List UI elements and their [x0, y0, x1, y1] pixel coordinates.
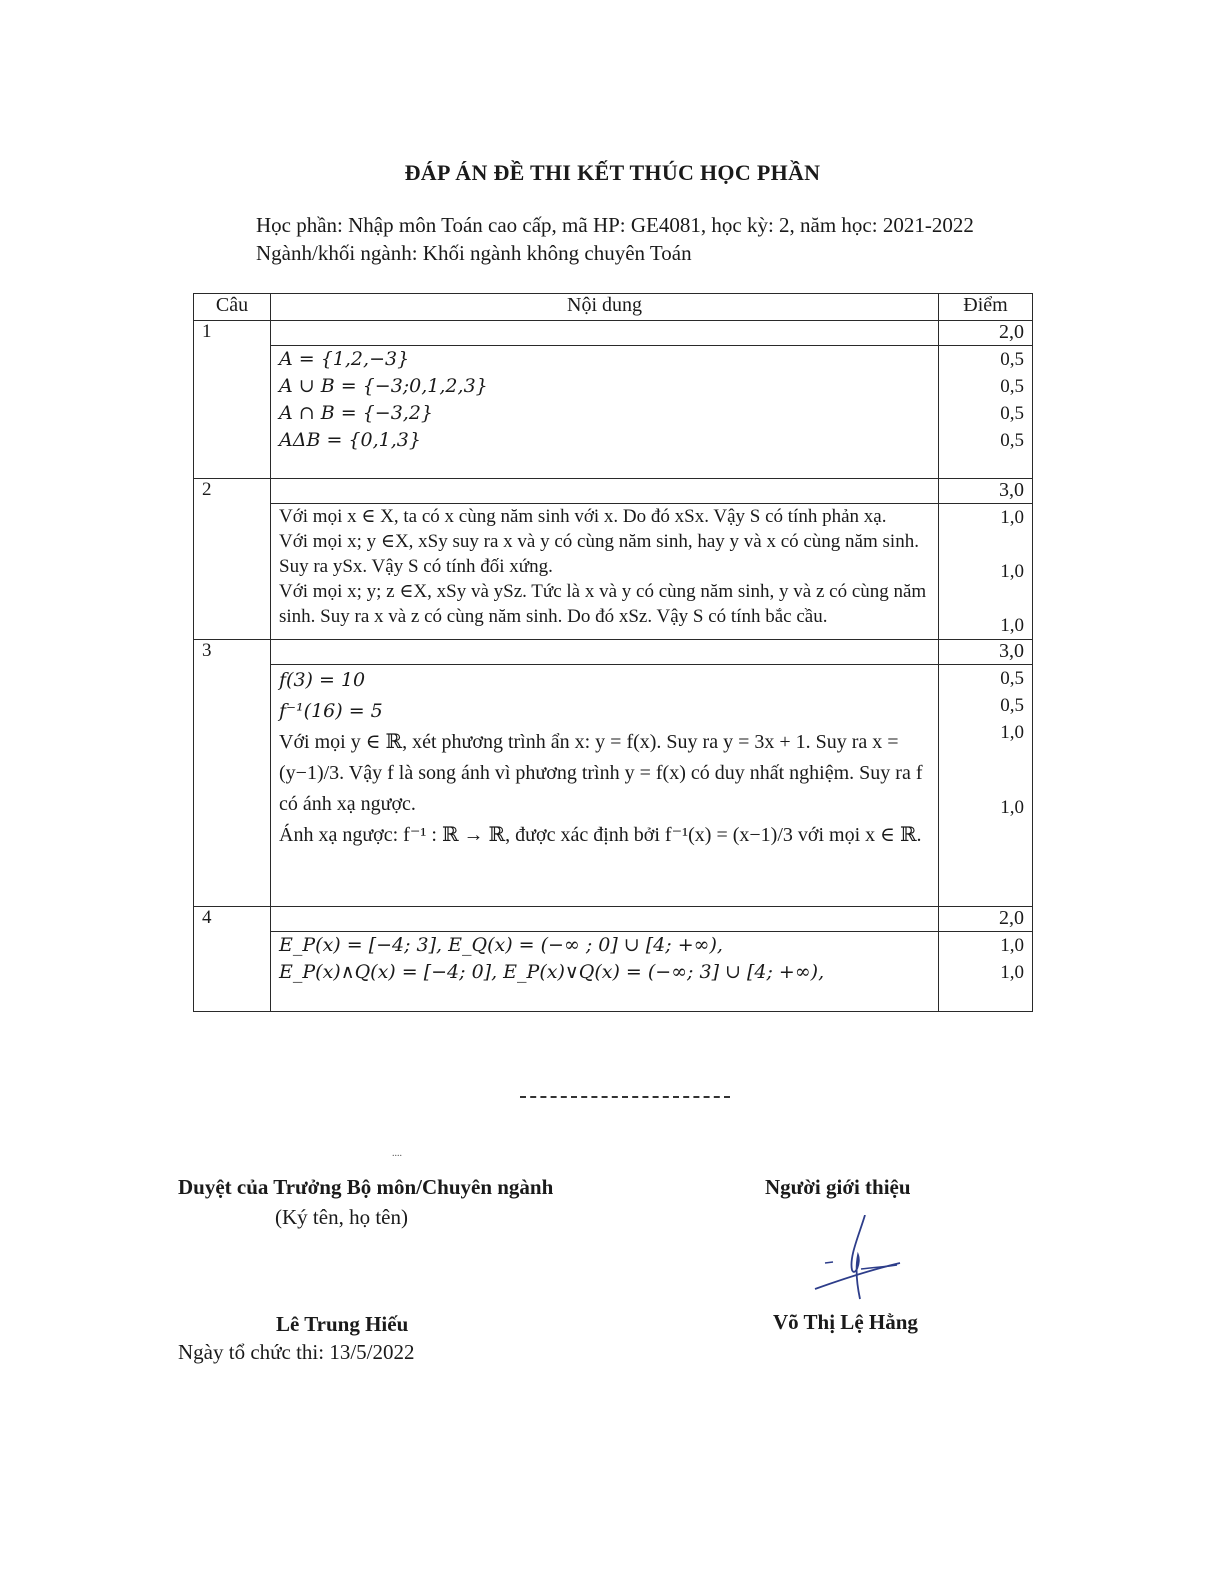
question-1-header-cell: [271, 321, 939, 346]
answer-line: AΔB = {0,1,3}: [279, 429, 421, 451]
answer-line: Với mọi y ∈ ℝ, xét phương trình ẩn x: y = f(x). Suy ra y = 3x + 1. Suy ra x = (y−1)/3. Vậy f là song ánh vì phương trình y = f(x) có duy nhất nghiệm. Suy ra f có ánh xạ ngược.: [279, 731, 928, 815]
question-2-total-row: [194, 479, 1033, 504]
point-value: 1,0: [1000, 935, 1024, 956]
answer-line: Ánh xạ ngược: f⁻¹ : ℝ → ℝ, được xác định bởi f⁻¹(x) = (x−1)/3 với mọi x ∈ ℝ.: [279, 824, 922, 846]
point-value: 0,5: [1000, 376, 1024, 397]
answer-line: Với mọi x; y ∈X, xSy suy ra x và y có cùng năm sinh, hay y và x có cùng năm sinh. Suy ra ySx. Vậy S có tính đối xứng.: [279, 531, 924, 577]
question-total-points: 3,0: [939, 640, 1033, 665]
answer-points: [939, 346, 1033, 479]
question-4-total-row: [194, 907, 1033, 932]
stray-dots: ....: [392, 1148, 402, 1159]
point-value: 1,0: [1000, 615, 1024, 636]
question-3-content-row: [194, 665, 1033, 907]
answer-table: [193, 293, 1033, 1012]
point-value: 1,0: [1000, 797, 1024, 818]
approver-name: Lê Trung Hiếu: [276, 1312, 409, 1336]
question-3-header-cell: [271, 640, 939, 665]
point-value: 1,0: [1000, 507, 1024, 528]
question-4-content-row: [194, 932, 1033, 1012]
point-value: 0,5: [1000, 430, 1024, 451]
question-total-points: 2,0: [939, 321, 1033, 346]
question-3-total-row: [194, 640, 1033, 665]
question-2-header-cell: [271, 479, 939, 504]
question-total-points: 2,0: [939, 907, 1033, 932]
point-value: 1,0: [1000, 722, 1024, 743]
header-points: Điểm: [939, 294, 1033, 321]
sign-instruction: (Ký tên, họ tên): [275, 1205, 408, 1229]
answer-points: [939, 504, 1033, 640]
question-4-header-cell: [271, 907, 939, 932]
answer-line: f(3) = 10: [279, 669, 366, 691]
answer-line: Với mọi x ∈ X, ta có x cùng năm sinh với x. Do đó xSx. Vậy S có tính phản xạ.: [279, 506, 887, 527]
separator-line: [520, 1096, 730, 1098]
question-number: 4: [194, 907, 271, 1012]
question-1-total-row: [194, 321, 1033, 346]
question-number: 1: [194, 321, 271, 479]
question-number: 3: [194, 640, 271, 907]
course-info: Học phần: Nhập môn Toán cao cấp, mã HP: GE4081, học kỳ: 2, năm học: 2021-2022: [256, 213, 974, 237]
answer-line: A ∪ B = {−3;0,1,2,3}: [279, 375, 488, 397]
handwritten-signature: [785, 1215, 905, 1305]
presenter-name: Võ Thị Lệ Hằng: [773, 1310, 918, 1334]
presenter-role: Người giới thiệu: [765, 1175, 911, 1199]
point-value: 0,5: [1000, 403, 1024, 424]
answer-points: [939, 665, 1033, 907]
answer-points: [939, 932, 1033, 1012]
question-2-content-row: [194, 504, 1033, 640]
header-content: Nội dung: [271, 294, 939, 321]
answer-line: E_P(x)∧Q(x) = [−4; 0], E_P(x)∨Q(x) = (−∞; 3] ∪ [4; +∞),: [279, 961, 825, 983]
answer-line: Với mọi x; y; z ∈X, xSy và ySz. Tức là x và y có cùng năm sinh, y và z có cùng năm sinh. Suy ra x và z có cùng năm sinh. Do đó xSz. Vậy S có tính bắc cầu.: [279, 581, 931, 627]
approver-role: Duyệt của Trưởng Bộ môn/Chuyên ngành: [178, 1175, 554, 1199]
major-info: Ngành/khối ngành: Khối ngành không chuyên Toán: [256, 241, 692, 265]
point-value: 0,5: [1000, 668, 1024, 689]
question-1-content-row: [194, 346, 1033, 479]
question-number: 2: [194, 479, 271, 640]
answer-content: [271, 665, 939, 907]
exam-date: Ngày tổ chức thi: 13/5/2022: [178, 1340, 415, 1364]
answer-line: E_P(x) = [−4; 3], E_Q(x) = (−∞ ; 0] ∪ [4; +∞),: [279, 934, 723, 956]
answer-content: [271, 932, 939, 1012]
point-value: 1,0: [1000, 561, 1024, 582]
answer-line: A ∩ B = {−3,2}: [279, 402, 433, 424]
answer-content: [271, 346, 939, 479]
point-value: 0,5: [1000, 349, 1024, 370]
table-header-row: [194, 294, 1033, 321]
point-value: 0,5: [1000, 695, 1024, 716]
answer-content: [271, 504, 939, 640]
answer-line: f⁻¹(16) = 5: [279, 700, 383, 722]
header-question: Câu: [194, 294, 271, 321]
question-total-points: 3,0: [939, 479, 1033, 504]
document-title: ĐÁP ÁN ĐỀ THI KẾT THÚC HỌC PHẦN: [404, 160, 821, 185]
answer-line: A = {1,2,−3}: [279, 348, 410, 370]
point-value: 1,0: [1000, 962, 1024, 983]
